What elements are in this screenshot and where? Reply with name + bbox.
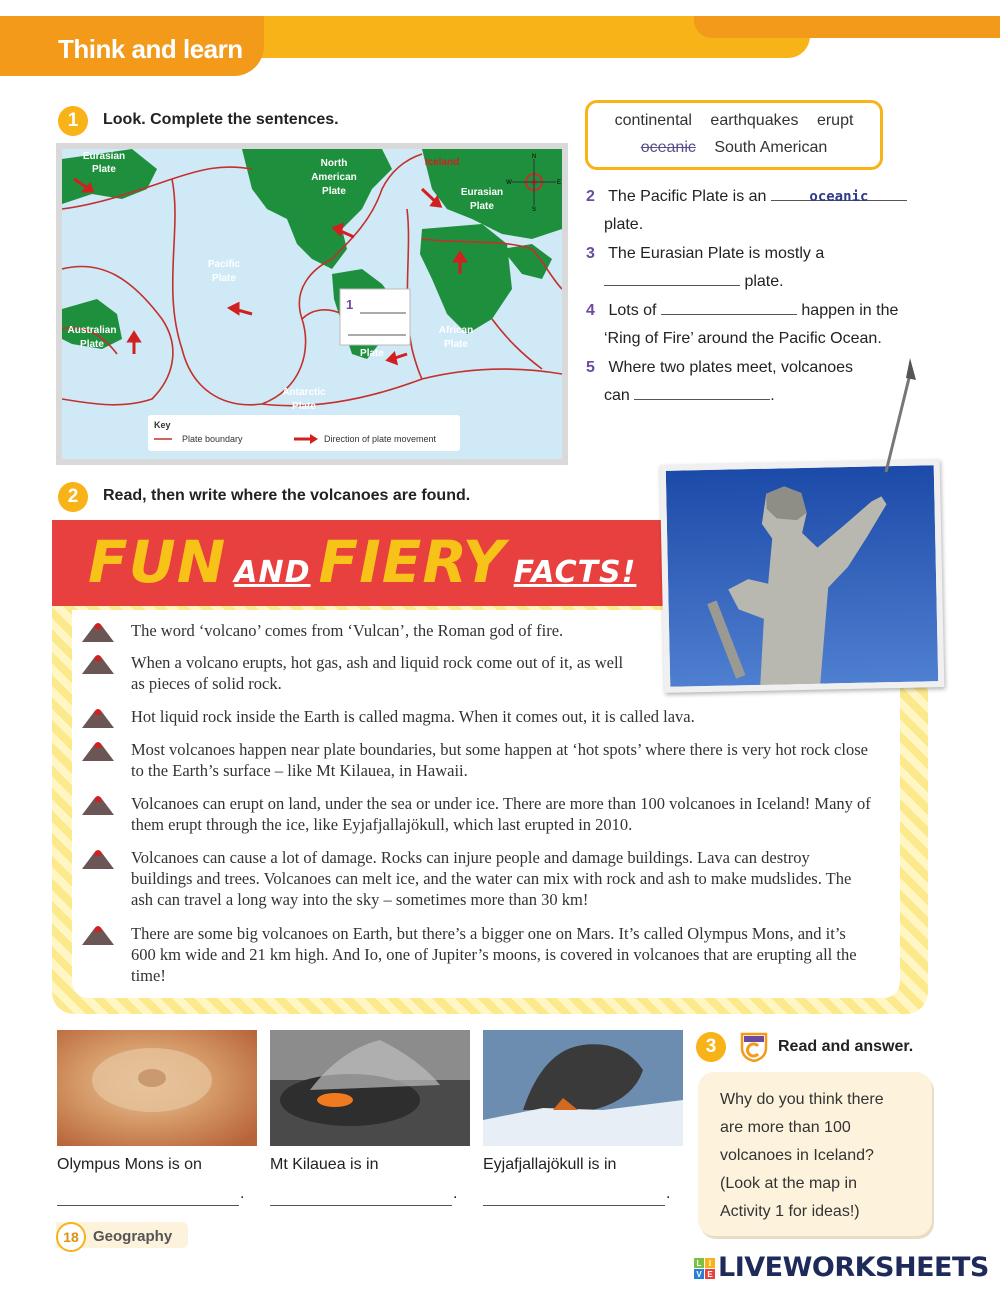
label-eurasian-right-1: Eurasian: [460, 187, 504, 198]
volcano-bullet-icon: [80, 793, 116, 815]
sentence-5-text: Where two plates meet, volcanoes: [608, 359, 854, 376]
plate-map: [56, 143, 568, 465]
fact-2: When a volcano erupts, hot gas, ash and liquid rock come out of it, as well as pieces of solid rock.: [131, 653, 624, 693]
banner-fun: FUN: [88, 528, 227, 596]
inset-number: 1: [346, 297, 354, 312]
sentence-5-number: 5: [586, 359, 595, 376]
word-erupt: erupt: [816, 112, 854, 129]
label-south-american-plate: Plate: [360, 348, 384, 359]
caption-olympus-mons: Olympus Mons is on: [57, 1156, 202, 1173]
label-eurasian-left-1: Eurasian: [82, 151, 126, 162]
logo-square-l: L: [694, 1258, 704, 1268]
volcano-bullet-icon: [80, 739, 116, 761]
activity-2-number: 2: [58, 482, 88, 512]
eyjafjallajokull-photo: [483, 1030, 683, 1146]
label-african-1: African: [438, 325, 474, 336]
mt-kilauea-photo: [270, 1030, 470, 1146]
header-accent: [694, 16, 1000, 38]
fact-6: Volcanoes can cause a lot of damage. Rocks can injure people and damage buildings. Lava can destroy buildings and trees. Volcanoes can melt ice, and the water can mix with rock and ash to make mudslides. The ash can travel a long way into the sky – sometimes more than 30 km!: [131, 848, 852, 909]
question-line-3: volcanoes in Iceland?: [720, 1147, 874, 1164]
label-iceland: Iceland: [424, 157, 460, 168]
facts-banner-title: [88, 528, 644, 596]
sentence-5: [586, 354, 853, 382]
label-antarctic-1: Antarctic: [282, 387, 326, 398]
label-north-american-2: American: [311, 172, 357, 183]
answer-olympus-mons[interactable]: [57, 1188, 239, 1206]
caption-mt-kilauea: Mt Kilauea is in: [270, 1156, 379, 1173]
sentence-4-text: Lots of: [608, 302, 657, 319]
sentence-4-number: 4: [586, 302, 595, 319]
caption-olympus-mons-period: .: [240, 1185, 245, 1202]
logo-square-v: V: [694, 1269, 704, 1279]
caption-eyjafjallajokull: Eyjafjallajökull is in: [483, 1156, 617, 1173]
olympus-mons-photo: [57, 1030, 257, 1146]
question-line-1: Why do you think there: [720, 1091, 884, 1108]
sentence-2-answer[interactable]: oceanic: [771, 183, 907, 201]
sentence-3-number: 3: [586, 245, 595, 262]
label-north-american-3: Plate: [322, 186, 346, 197]
banner-and: AND: [234, 555, 311, 590]
page-title: Think and learn: [58, 34, 243, 64]
label-eurasian-right-2: Plate: [470, 201, 494, 212]
answer-eyjafjallajokull[interactable]: [483, 1188, 665, 1206]
label-pacific-2: Plate: [212, 273, 236, 284]
key-boundary: Plate boundary: [182, 434, 243, 444]
compass-w: W: [506, 180, 512, 186]
sentence-2-line2: plate.: [604, 216, 644, 233]
answer-mt-kilauea[interactable]: [270, 1188, 452, 1206]
compass-n: N: [531, 154, 537, 160]
label-antarctic-2: Plate: [292, 401, 316, 412]
key-direction: Direction of plate movement: [324, 434, 437, 444]
label-pacific-1: Pacific: [207, 259, 241, 270]
page-number: 18: [56, 1222, 86, 1252]
sentence-4-after: happen in the: [801, 302, 899, 319]
compass-e: E: [556, 180, 562, 186]
banner-fiery: FIERY: [318, 528, 506, 596]
word-south-american: South American: [714, 139, 828, 156]
logo-square-i: I: [705, 1258, 715, 1268]
logo-text: LIVEWORKSHEETS: [718, 1252, 989, 1283]
fact-5: Volcanoes can erupt on land, under the sea or under ice. There are more than 100 volcanoes in Iceland! Many of them erupt through the ice, like Eyjafjallajökull, which last erupted in 2010.: [131, 794, 871, 834]
sentence-4-line2: ‘Ring of Fire’ around the Pacific Ocean.: [604, 330, 882, 347]
sentence-2-number: 2: [586, 188, 595, 205]
activity-2-instruction: Read, then write where the volcanoes are found.: [103, 487, 471, 504]
sentence-5-period: .: [770, 387, 775, 404]
question-line-4: (Look at the map in: [720, 1175, 857, 1192]
key-title: Key: [154, 420, 171, 430]
sentence-5-can: can: [604, 387, 630, 404]
world-map-svg: [62, 149, 562, 459]
sentence-3-after: plate.: [744, 273, 784, 290]
fact-4: Most volcanoes happen near plate boundaries, but some happen at ‘hot spots’ where there is very hot rock close to the Earth’s surface – like Mt Kilauea, in Hawaii.: [131, 740, 868, 780]
sentence-4: [586, 297, 898, 325]
fact-1: The word ‘volcano’ comes from ‘Vulcan’, the Roman god of fire.: [131, 621, 564, 640]
sentence-3: [586, 240, 824, 268]
question-line-5: Activity 1 for ideas!): [720, 1203, 860, 1220]
fact-7: There are some big volcanoes on Earth, but there’s a bigger one on Mars. It’s called Olympus Mons, and it’s 600 km wide and 21 km high. And Io, one of Jupiter’s moons, is covered in volcanoes that are erupting all the time!: [131, 924, 857, 985]
activity-3-question-box: [698, 1072, 932, 1236]
word-box: [585, 100, 883, 170]
activity-1-instruction: Look. Complete the sentences.: [103, 111, 339, 128]
logo-square-e: E: [705, 1269, 715, 1279]
vulcan-statue-photo: [660, 459, 945, 693]
sentence-5-line2: [604, 382, 775, 410]
sentence-3-blank[interactable]: [604, 268, 740, 286]
label-australian-1: Australian: [67, 325, 117, 336]
caption-eyjafjallajokull-period: .: [666, 1185, 671, 1202]
sentence-4-blank[interactable]: [661, 297, 797, 315]
label-african-2: Plate: [444, 339, 468, 350]
caption-mt-kilauea-period: .: [453, 1185, 458, 1202]
word-earthquakes: earthquakes: [710, 112, 799, 129]
fact-3: Hot liquid rock inside the Earth is called magma. When it comes out, it is called lava.: [131, 707, 695, 726]
compass-s: S: [531, 207, 537, 213]
sentence-2-text: The Pacific Plate is an: [608, 188, 767, 205]
critical-thinking-shield-icon: [740, 1032, 768, 1062]
activity-3-instruction: Read and answer.: [778, 1038, 914, 1055]
banner-facts: FACTS!: [513, 555, 637, 590]
footer-subject: Geography: [93, 1228, 173, 1245]
label-australian-2: Plate: [80, 339, 104, 350]
activity-3-number: 3: [696, 1032, 726, 1062]
label-north-american-1: North: [320, 158, 348, 169]
sentence-3-text: The Eurasian Plate is mostly a: [608, 245, 825, 262]
sentence-5-blank[interactable]: [634, 382, 770, 400]
activity-1-number: 1: [58, 106, 88, 136]
word-continental: continental: [614, 112, 692, 129]
statue-image: [666, 465, 938, 687]
word-oceanic-used: oceanic: [640, 139, 696, 156]
volcano-bullet-icon: [80, 847, 116, 869]
volcano-bullet-icon: [80, 923, 116, 945]
volcano-bullet-icon: [80, 652, 116, 674]
volcano-bullet-icon: [80, 620, 116, 642]
volcano-bullet-icon: [80, 706, 116, 728]
sentence-2: [586, 183, 907, 211]
map-key: [148, 415, 460, 451]
sentence-3-line2: [604, 268, 784, 296]
question-line-2: are more than 100: [720, 1119, 851, 1136]
spear-icon: [880, 354, 920, 474]
label-eurasian-left-2: Plate: [92, 164, 116, 175]
